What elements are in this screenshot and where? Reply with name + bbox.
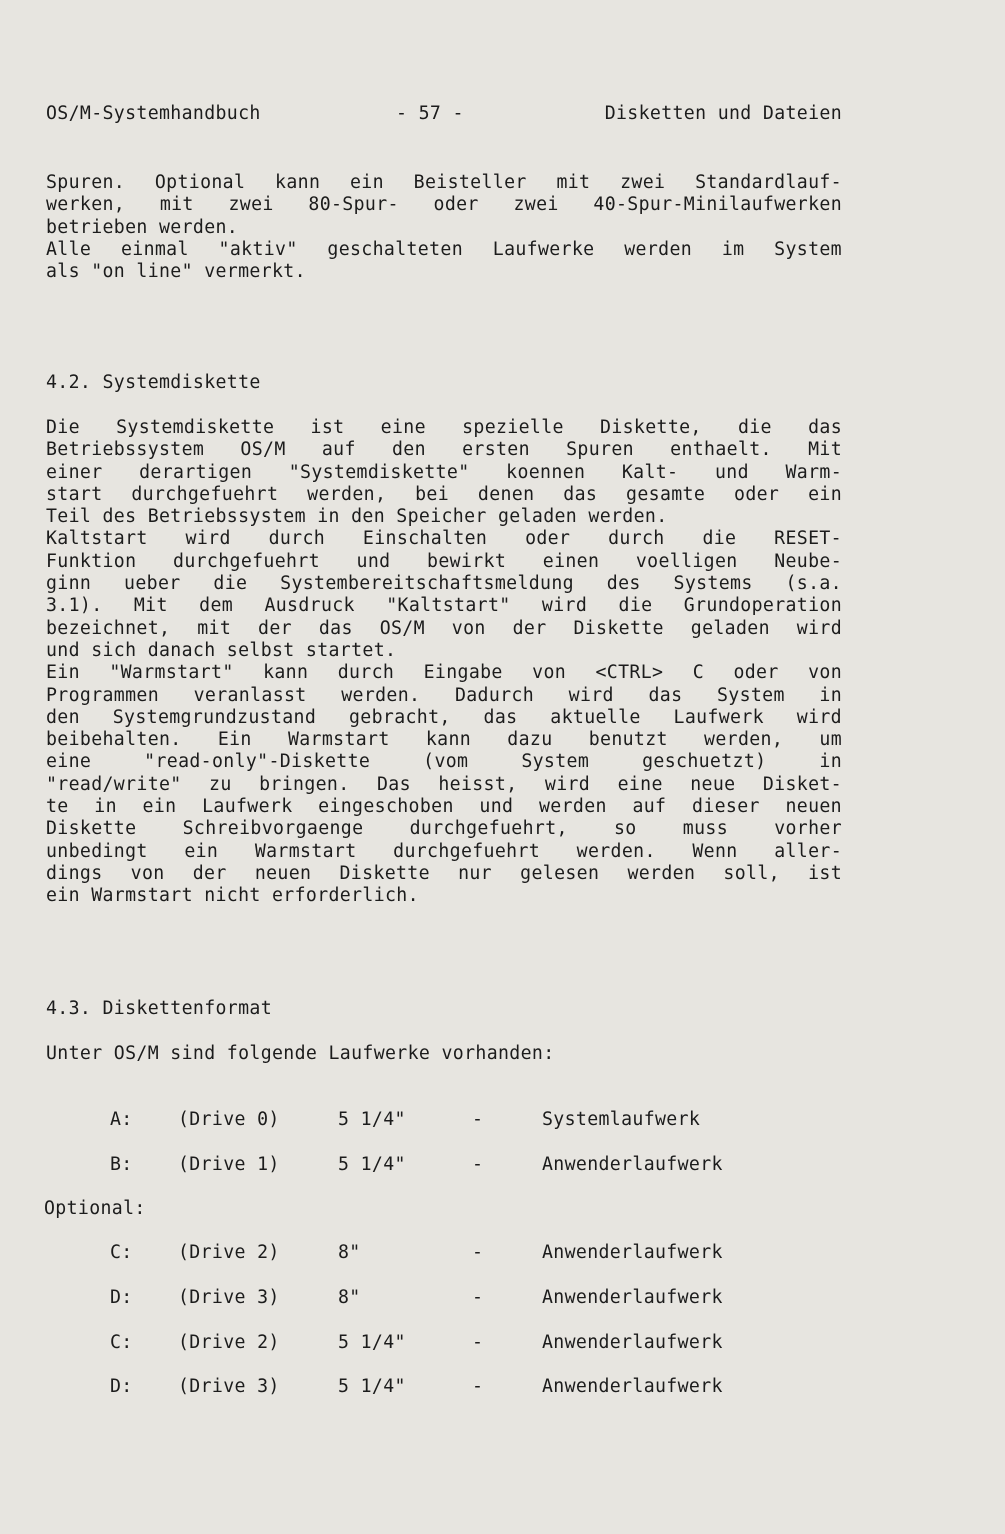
drive-row	[46, 1242, 846, 1266]
text-line: 3.1). Mit dem Ausdruck "Kaltstart" wird die Grundoperation	[46, 595, 842, 617]
text-line: einer derartigen "Systemdiskette" koennen Kalt- und Warm-	[46, 461, 842, 483]
drive-number: (Drive 3)	[178, 1287, 280, 1308]
drive-letter: B:	[110, 1154, 133, 1175]
drive-dash: -	[472, 1154, 484, 1175]
text-line: Betriebssystem OS/M auf den ersten Spuren enthaelt. Mit	[46, 439, 842, 461]
text-line: und sich danach selbst startet.	[46, 639, 397, 661]
text-line: Funktion durchgefuehrt und bewirkt einen voelligen Neube-	[46, 550, 842, 572]
drive-row	[46, 1332, 846, 1356]
drive-row	[46, 1376, 846, 1400]
section-heading-systemdiskette: 4.2. Systemdiskette	[46, 372, 261, 393]
drive-letter: C:	[110, 1332, 133, 1353]
drive-dash: -	[472, 1332, 484, 1353]
drives-intro: Unter OS/M sind folgende Laufwerke vorhanden:	[46, 1043, 555, 1064]
text-line: Teil des Betriebssystem in den Speicher geladen werden.	[46, 506, 668, 528]
drive-row	[46, 1109, 846, 1133]
header-chapter-title: Disketten und Dateien	[604, 103, 842, 124]
drive-dash: -	[472, 1376, 484, 1397]
drive-number: (Drive 2)	[178, 1332, 280, 1353]
drive-letter: D:	[110, 1376, 133, 1397]
section-heading-diskettenformat: 4.3. Diskettenformat	[46, 998, 272, 1019]
drive-role: Anwenderlaufwerk	[542, 1154, 723, 1175]
text-line: te in ein Laufwerk eingeschoben und werden auf dieser neuen	[46, 796, 842, 818]
systemdiskette-paragraph	[46, 417, 842, 908]
page-header	[46, 103, 842, 129]
drive-number: (Drive 1)	[178, 1154, 280, 1175]
drive-letter: C:	[110, 1242, 133, 1263]
drive-number: (Drive 2)	[178, 1242, 280, 1263]
drive-dash: -	[472, 1109, 484, 1130]
drive-number: (Drive 3)	[178, 1376, 280, 1397]
drive-role: Anwenderlaufwerk	[542, 1332, 723, 1353]
drive-role: Anwenderlaufwerk	[542, 1376, 723, 1397]
text-line: ein Warmstart nicht erforderlich.	[46, 885, 419, 907]
drive-dash: -	[472, 1287, 484, 1308]
drive-role: Anwenderlaufwerk	[542, 1287, 723, 1308]
header-page-number: - 57 -	[396, 103, 464, 124]
text-line: "read/write" zu bringen. Das heisst, wird eine neue Disket-	[46, 773, 842, 795]
text-line: Ein "Warmstart" kann durch Eingabe von <CTRL> C oder von	[46, 662, 842, 684]
optional-label: Optional:	[44, 1198, 146, 1219]
drive-size: 5 1/4"	[338, 1332, 406, 1353]
text-line: Diskette Schreibvorgaenge durchgefuehrt, so muss vorher	[46, 818, 842, 840]
text-line: Programmen veranlasst werden. Dadurch wird das System in	[46, 684, 842, 706]
drive-letter: D:	[110, 1287, 133, 1308]
drive-size: 8"	[338, 1242, 361, 1263]
text-line: betrieben werden.	[46, 216, 239, 238]
text-line: Kaltstart wird durch Einschalten oder durch die RESET-	[46, 528, 842, 550]
text-line: Spuren. Optional kann ein Beisteller mit zwei Standardlauf-	[46, 172, 842, 193]
text-line: bezeichnet, mit der das OS/M von der Diskette geladen wird	[46, 617, 842, 639]
text-line: unbedingt ein Warmstart durchgefuehrt werden. Wenn aller-	[46, 840, 842, 862]
drive-size: 8"	[338, 1287, 361, 1308]
drive-row	[46, 1287, 846, 1311]
text-line: eine "read-only"-Diskette (vom System geschuetzt) in	[46, 751, 842, 773]
text-line: start durchgefuehrt werden, bei denen das gesamte oder ein	[46, 483, 842, 505]
text-line: als "on line" vermerkt.	[46, 261, 306, 283]
drive-number: (Drive 0)	[178, 1109, 280, 1130]
drive-size: 5 1/4"	[338, 1109, 406, 1130]
drive-row	[46, 1154, 846, 1178]
drive-size: 5 1/4"	[338, 1376, 406, 1397]
text-line: den Systemgrundzustand gebracht, das aktuelle Laufwerk wird	[46, 706, 842, 728]
text-line: dings von der neuen Diskette nur gelesen werden soll, ist	[46, 862, 842, 884]
text-line: beibehalten. Ein Warmstart kann dazu benutzt werden, um	[46, 729, 842, 751]
text-line: ginn ueber die Systembereitschaftsmeldung des Systems (s.a.	[46, 573, 842, 595]
drive-size: 5 1/4"	[338, 1154, 406, 1175]
text-line: Alle einmal "aktiv" geschalteten Laufwerke werden im System	[46, 238, 842, 260]
drive-role: Anwenderlaufwerk	[542, 1242, 723, 1263]
drive-role: Systemlaufwerk	[542, 1109, 701, 1130]
text-line: Die Systemdiskette ist eine spezielle Diskette, die das	[46, 417, 842, 438]
header-manual-title: OS/M-Systemhandbuch	[46, 103, 261, 124]
drive-letter: A:	[110, 1109, 133, 1130]
text-line: werken, mit zwei 80-Spur- oder zwei 40-Spur-Minilaufwerken	[46, 194, 842, 216]
intro-paragraph	[46, 172, 842, 283]
drive-dash: -	[472, 1242, 484, 1263]
